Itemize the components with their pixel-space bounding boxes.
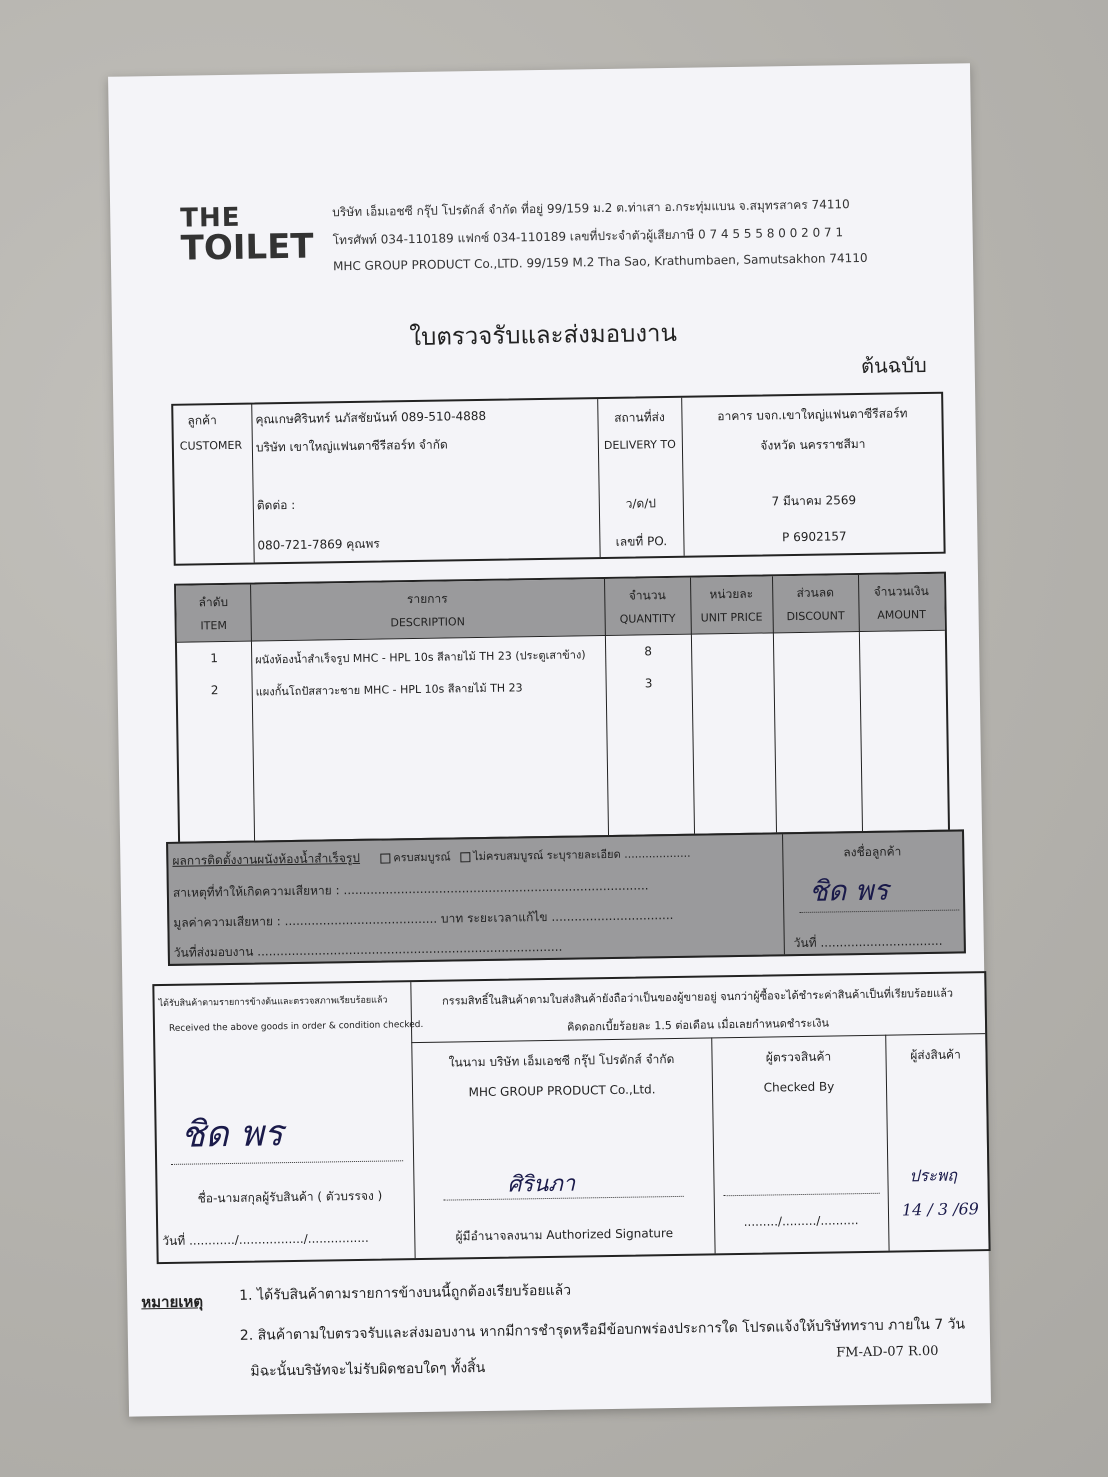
company-th: ในนาม บริษัท เอ็มเอชซี กรุ๊ป โปรดักส์ จำกัด	[448, 1051, 675, 1070]
note-2: 2. สินค้าตามใบตรวจรับและส่งมอบงาน หากมีการชำรุดหรือมีข้อบกพร่องประการใด โปรดแจ้งให้บริษัททราบ ภายใน 7 วัน	[239, 1316, 966, 1344]
po-value: P 6902157	[782, 529, 847, 545]
ownership-line2: คิดดอกเบี้ยร้อยละ 1.5 ต่อเดือน เมื่อเลยกำหนดชำระเงิน	[566, 1016, 830, 1034]
receiver-signature: ชิด พร	[180, 1113, 284, 1156]
checker-en: Checked By	[763, 1079, 835, 1095]
receipt-block	[152, 971, 990, 1264]
col-unit-th: หน่วยละ	[709, 586, 754, 602]
install-result-label: ผลการติดตั้งงานผนังห้องน้ำสำเร็จรูป	[172, 850, 361, 868]
complete-label: ครบสมบูรณ์	[393, 850, 451, 865]
col-desc-th: รายการ	[406, 591, 448, 607]
row2-item: 2	[210, 683, 219, 698]
customer-sign-label: ลงชื่อลูกค้า	[843, 844, 902, 860]
sender-th: ผู้ส่งสินค้า	[910, 1047, 961, 1063]
document-title: ใบตรวจรับและส่งมอบงาน	[409, 318, 678, 352]
items-table	[174, 572, 950, 844]
col-qty-en: QUANTITY	[619, 611, 676, 626]
customer-signature: ชิด พร	[808, 873, 889, 908]
complete-checkbox[interactable]	[380, 853, 390, 863]
company-contact: โทรศัพท์ 034-110189 แฟกซ์ 034-110189 เลขที่ประจำตัวผู้เสียภาษี 0 7 4 5 5 5 8 0 0 2 0 7 1	[332, 225, 844, 248]
date-label: ว/ด/ป	[625, 496, 657, 511]
form-code: FM-AD-07 R.00	[836, 1343, 939, 1361]
logo-line1: THE	[180, 202, 241, 234]
incomplete-label: ไม่ครบสมบูรณ์ ระบุรายละเอียด ...................	[473, 846, 691, 864]
col-qty-th: จำนวน	[628, 588, 666, 603]
install-options	[374, 844, 691, 867]
col-item-th: ลำดับ	[198, 594, 229, 610]
col-amount-en: AMOUNT	[877, 607, 927, 622]
row1-qty: 8	[644, 644, 653, 659]
document-page	[108, 63, 991, 1416]
handover-date: วันที่ส่งมอบงาน ................................................................................	[173, 939, 563, 960]
damage-cause: สาเหตุที่ทำให้เกิดความเสียหาย : ................................................................................	[172, 878, 649, 900]
received-en: Received the above goods in order & condition checked.	[168, 1019, 424, 1034]
col-unit-en: UNIT PRICE	[700, 610, 763, 625]
authorized-signature: ศิรินภา	[507, 1171, 576, 1198]
note-1: 1. ได้รับสินค้าตามรายการข้างบนนี้ถูกต้องเรียบร้อยแล้ว	[239, 1282, 572, 1304]
incomplete-checkbox[interactable]	[460, 852, 470, 862]
row1-item: 1	[210, 651, 219, 666]
customer-company: บริษัท เขาใหญ่แฟนตาซีรีสอร์ท จำกัด	[255, 437, 448, 455]
date-value: 7 มีนาคม 2569	[771, 493, 857, 509]
customer-label-th: ลูกค้า	[187, 413, 217, 428]
delivery-label-th: สถานที่ส่ง	[614, 410, 665, 425]
company-address-en: MHC GROUP PRODUCT Co.,LTD. 99/159 M.2 Tha Sao, Krathumbaen, Samutsakhon 74110	[332, 250, 868, 274]
sender-date: 14 / 3 /69	[901, 1199, 980, 1220]
contact-label: ติดต่อ :	[256, 497, 296, 513]
col-amount-th: จำนวนเงิน	[873, 583, 929, 599]
checker-th: ผู้ตรวจสินค้า	[765, 1049, 832, 1065]
note-3: มิฉะนั้นบริษัทจะไม่รับผิดชอบใดๆ ทั้งสิ้น	[250, 1360, 486, 1380]
checker-date: ........./........./..........	[743, 1213, 859, 1229]
original-copy-label: ต้นฉบับ	[860, 352, 927, 378]
company-en: MHC GROUP PRODUCT Co.,Ltd.	[468, 1082, 656, 1100]
receiver-name-label: ชื่อ-นามสกุลผู้รับสินค้า ( ตัวบรรจง )	[197, 1188, 383, 1206]
delivery-line1: อาคาร บจก.เขาใหญ่แฟนตาซีรีสอร์ท	[717, 406, 908, 424]
customer-name: คุณเกษศิรินทร์ นภัสชัยนันท์ 089-510-4888	[255, 408, 487, 427]
col-discount-en: DISCOUNT	[786, 609, 845, 624]
logo-line2: TOILET	[180, 226, 314, 269]
company-address-th: บริษัท เอ็มเอชซี กรุ๊ป โปรดักส์ จำกัด ที่อยู่ 99/159 ม.2 ต.ท่าเสา อ.กระทุ่มแบน จ.สมุทรสาคร 74110	[332, 197, 850, 220]
row2-qty: 3	[644, 676, 653, 691]
authorized-label: ผู้มีอำนาจลงนาม Authorized Signature	[455, 1226, 674, 1244]
customer-sign-date: วันที่ ................................	[793, 933, 943, 951]
col-desc-en: DESCRIPTION	[390, 615, 465, 630]
ownership-line1: กรรมสิทธิ์ในสินค้าตามใบส่งสินค้ายังถือว่าเป็นของผู้ขายอยู่ จนกว่าผู้ซื้อจะได้ชำระค่าสินค้าเป็นที่เรียบร้อยแล้ว	[441, 986, 954, 1008]
row1-desc: ผนังห้องน้ำสำเร็จรูป MHC - HPL 10s สีลายไม้ TH 23 (ประตูเสาข้าง)	[255, 648, 586, 667]
customer-label-en: CUSTOMER	[179, 438, 243, 453]
notes-label: หมายเหตุ	[141, 1292, 204, 1312]
damage-value: มูลค่าความเสียหาย : ........................................ บาท ระยะเวลาแก้ไข ................................	[173, 907, 674, 930]
po-label: เลขที่ PO.	[615, 534, 668, 549]
install-result-block	[166, 829, 966, 966]
delivery-line2: จังหวัด นครราชสีมา	[760, 436, 866, 453]
company-logo	[180, 202, 321, 269]
col-item-en: ITEM	[200, 618, 227, 633]
receiver-date: วันที่ ............/................./................	[162, 1230, 369, 1249]
delivery-label-en: DELIVERY TO	[603, 437, 676, 453]
col-discount-th: ส่วนลด	[796, 585, 835, 601]
row2-desc: แผงกั้นโถปัสสาวะชาย MHC - HPL 10s สีลายไม้ TH 23	[255, 681, 523, 699]
contact-value: 080-721-7869 คุณพร	[257, 536, 380, 553]
sender-signature: ประพฤ	[909, 1165, 958, 1186]
customer-block	[171, 392, 945, 566]
received-th: ได้รับสินค้าตามรายการข้างต้นและตรวจสภาพเรียบร้อยแล้ว	[158, 995, 388, 1010]
